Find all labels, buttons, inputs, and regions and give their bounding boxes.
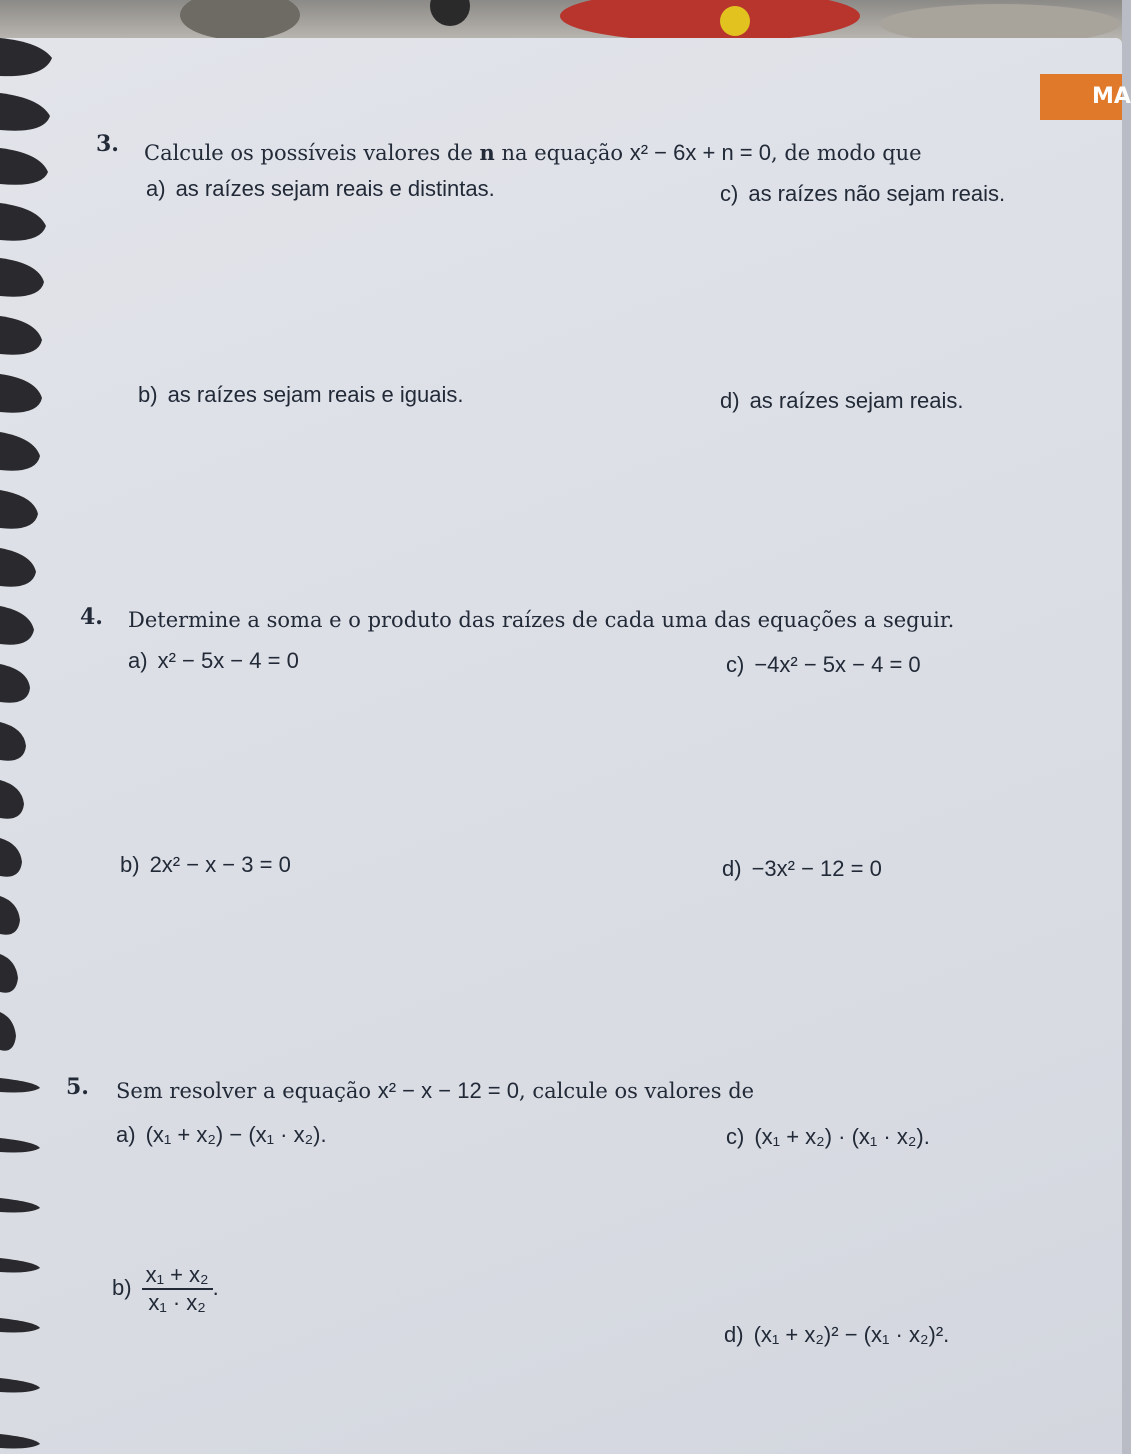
fraction-denominator: x₁ · x₂ xyxy=(148,1290,206,1315)
item-c xyxy=(726,1124,930,1150)
item-d xyxy=(722,856,882,882)
item-c xyxy=(726,652,921,678)
item-b xyxy=(112,1262,219,1316)
item-label: b) xyxy=(112,1274,132,1300)
equation: −3x² − 12 = 0 xyxy=(751,856,882,881)
expression: (x₁ + x₂) · (x₁ · x₂). xyxy=(754,1124,930,1149)
expression: (x₁ + x₂) − (x₁ · x₂). xyxy=(145,1122,327,1147)
item-label: a) xyxy=(146,176,166,201)
question-stem xyxy=(144,140,922,166)
question-number: 3. xyxy=(96,131,119,157)
item-label: c) xyxy=(726,652,745,677)
item-d xyxy=(720,388,964,414)
item-text: as raízes sejam reais. xyxy=(749,388,964,413)
stem-suffix: , calcule os valores de xyxy=(518,1079,755,1103)
section-tab: MA xyxy=(1040,74,1122,120)
question-stem: Determine a soma e o produto das raízes de cada uma das equações a seguir. xyxy=(128,608,955,632)
item-label: a) xyxy=(128,648,148,673)
fraction xyxy=(142,1262,213,1316)
item-text: as raízes sejam reais e distintas. xyxy=(175,176,495,201)
item-label: c) xyxy=(726,1124,745,1149)
item-a xyxy=(116,1122,327,1148)
item-a xyxy=(146,176,495,202)
question-number: 5. xyxy=(66,1074,89,1100)
equation: 2x² − x − 3 = 0 xyxy=(149,852,291,877)
item-label: a) xyxy=(116,1122,136,1147)
item-b xyxy=(138,382,463,408)
item-b xyxy=(120,852,291,878)
stem-mid: na equação xyxy=(494,141,630,165)
variable-n: n xyxy=(479,140,495,165)
equation: x² − x − 12 = 0 xyxy=(377,1078,519,1103)
stem-prefix: Sem resolver a equação xyxy=(116,1079,378,1103)
item-text: as raízes não sejam reais. xyxy=(748,181,1006,206)
equation: x² − 6x + n = 0 xyxy=(629,140,771,165)
expression: (x₁ + x₂)² − (x₁ · x₂)². xyxy=(753,1322,950,1347)
equation: x² − 5x − 4 = 0 xyxy=(157,648,299,673)
item-label: d) xyxy=(720,388,740,413)
workbook-page xyxy=(0,38,1122,1454)
stem-prefix: Calcule os possíveis valores de xyxy=(144,141,480,165)
item-label: b) xyxy=(138,382,158,407)
item-label: d) xyxy=(724,1322,744,1347)
stem-suffix: , de modo que xyxy=(770,141,922,165)
fraction-numerator: x₁ + x₂ xyxy=(142,1262,213,1290)
fraction-period: . xyxy=(212,1274,219,1300)
spiral-binding xyxy=(0,38,60,1454)
item-label: c) xyxy=(720,181,739,206)
item-d xyxy=(724,1322,949,1348)
item-a xyxy=(128,648,299,674)
item-c xyxy=(720,181,1005,207)
item-text: as raízes sejam reais e iguais. xyxy=(167,382,464,407)
item-label: d) xyxy=(722,856,742,881)
equation: −4x² − 5x − 4 = 0 xyxy=(754,652,921,677)
question-stem xyxy=(116,1078,754,1104)
question-number: 4. xyxy=(80,604,103,630)
item-label: b) xyxy=(120,852,140,877)
